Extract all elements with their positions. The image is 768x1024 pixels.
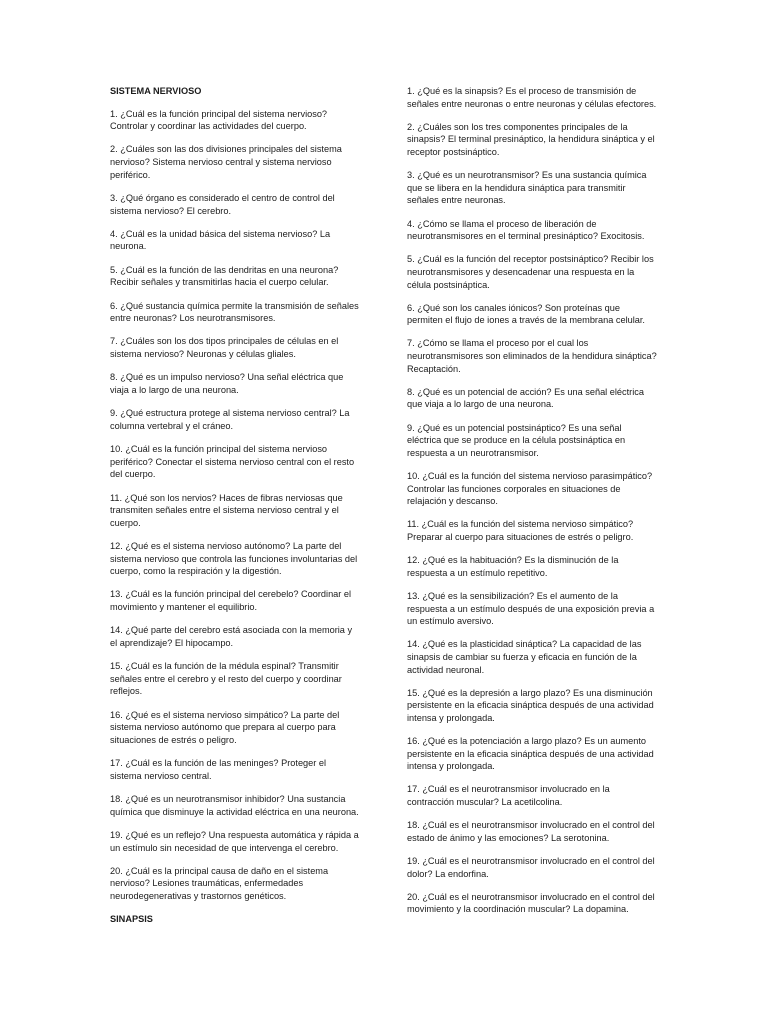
question-item: 14. ¿Qué es la plasticidad sináptica? La capacidad de las sinapsis de cambiar su fuerza y eficacia en función de la actividad neuronal. xyxy=(407,639,642,675)
question-item: 12. ¿Qué es la habituación? Es la disminución de la respuesta a un estímulo repetitivo. xyxy=(407,555,619,578)
question-item: 3. ¿Qué órgano es considerado el centro de control del sistema nervioso? El cerebro. xyxy=(110,192,335,216)
question-item: 5. ¿Cuál es la función del receptor postsináptico? Recibir los neurotransmisores y desencadenar una respuesta en la célula postsináptica. xyxy=(407,254,654,290)
question-item: 13. ¿Cuál es la función principal del cerebelo? Coordinar el movimiento y mantener el equilibrio. xyxy=(110,589,352,613)
question-item: 7. ¿Cuáles son los dos tipos principales de células en el sistema nervioso? Neuronas y células gliales. xyxy=(110,336,339,360)
question-item: 11. ¿Cuál es la función del sistema nervioso simpático? Preparar al cuerpo para situaciones de estrés o peligro. xyxy=(407,519,634,542)
question-item: 17. ¿Cuál es la función de las meninges? Proteger el sistema nervioso central. xyxy=(110,758,327,781)
question-item: 6. ¿Qué sustancia química permite la transmisión de señales entre neuronas? Los neurotransmisores. xyxy=(110,300,359,324)
question-item: 1. ¿Cuál es la función principal del sistema nervioso? Controlar y coordinar las actividades del cuerpo. xyxy=(110,108,328,132)
question-item: 8. ¿Qué es un impulso nervioso? Una señal eléctrica que viaja a lo largo de una neurona. xyxy=(110,372,344,395)
question-item: 8. ¿Qué es un potencial de acción? Es una señal eléctrica que viaja a lo largo de una neurona. xyxy=(407,386,644,410)
question-item: 15. ¿Qué es la depresión a largo plazo? Es una disminución persistente en la eficacia sináptica después de una actividad intensa y prolongada. xyxy=(407,687,654,723)
question-item: 3. ¿Qué es un neurotransmisor? Es una sustancia química que se libera en la hendidura sináptica para transmitir señales entre neuronas. xyxy=(407,170,647,206)
question-item: 16. ¿Qué es el sistema nervioso simpático? La parte del sistema nervioso autónomo que prepara al cuerpo para situaciones de estrés o peligro. xyxy=(110,709,340,745)
question-item: 7. ¿Cómo se llama el proceso por el cual los neurotransmisores son eliminados de la hendidura sináptica? Recaptación. xyxy=(407,338,657,374)
question-item: 9. ¿Qué estructura protege al sistema nervioso central? La columna vertebral y el cráneo. xyxy=(110,408,350,431)
question-item: 1. ¿Qué es la sinapsis? Es el proceso de transmisión de señales entre neuronas o entre neuronas y células efectores. xyxy=(407,86,657,109)
question-item: 6. ¿Qué son los canales iónicos? Son proteínas que permiten el flujo de iones a través de la membrana celular. xyxy=(407,302,645,326)
right-column xyxy=(407,85,657,927)
question-item: 14. ¿Qué parte del cerebro está asociada con la memoria y el aprendizaje? El hipocampo. xyxy=(110,625,353,648)
question-item: 13. ¿Qué es la sensibilización? Es el aumento de la respuesta a un estímulo después de una exposición previa a un estímulo aversivo. xyxy=(407,590,655,627)
left-column xyxy=(110,85,360,926)
question-item: 19. ¿Cuál es el neurotransmisor involucrado en el control del dolor? La endorfina. xyxy=(407,856,655,879)
question-item: 20. ¿Cuál es el neurotransmisor involucrado en el control del movimiento y la coordinación muscular? La dopamina. xyxy=(407,891,655,915)
question-item: 15. ¿Cuál es la función de la médula espinal? Transmitir señales entre el cerebro y el resto del cuerpo y coordinar reflejos. xyxy=(110,661,342,697)
question-item: 12. ¿Qué es el sistema nervioso autónomo? La parte del sistema nervioso que controla las funciones involuntarias del cuerpo, como la respiración y la digestión. xyxy=(110,541,358,577)
question-item: 5. ¿Cuál es la función de las dendritas en una neurona? Recibir señales y transmitirlas hacia el cuerpo celular. xyxy=(110,264,339,288)
question-item: 2. ¿Cuáles son los tres componentes principales de la sinapsis? El terminal presináptico, la hendidura sináptica y el receptor postsináptico. xyxy=(407,121,655,157)
question-item: 9. ¿Qué es un potencial postsináptico? Es una señal eléctrica que se produce en la célula postsináptica en respuesta a un neurotransmisor. xyxy=(407,422,626,458)
question-item: 17. ¿Cuál es el neurotransmisor involucrado en la contracción muscular? La acetilcolina. xyxy=(407,784,610,808)
question-item: 18. ¿Qué es un neurotransmisor inhibidor? Una sustancia química que disminuye la actividad eléctrica en una neurona. xyxy=(110,794,359,817)
question-item: 16. ¿Qué es la potenciación a largo plazo? Es un aumento persistente en la eficacia sináptica después de una actividad intensa y prolongada. xyxy=(407,736,654,772)
question-item: 10. ¿Cuál es la función principal del sistema nervioso periférico? Conectar el sistema nervioso central con el resto del cuerpo. xyxy=(110,444,355,480)
question-item: 20. ¿Cuál es la principal causa de daño en el sistema nervioso? Lesiones traumáticas, enfermedades neurodegenerativas y trastornos genéticos. xyxy=(110,865,329,901)
question-item: 4. ¿Cómo se llama el proceso de liberación de neurotransmisores en el terminal presináptico? Exocitosis. xyxy=(407,218,645,242)
question-item: 2. ¿Cuáles son las dos divisiones principales del sistema nervioso? Sistema nervioso central y sistema nervioso periférico. xyxy=(110,144,342,180)
section-heading-sinapsis: SINAPSIS xyxy=(110,914,153,925)
question-item: 18. ¿Cuál es el neurotransmisor involucrado en el control del estado de ánimo y las emociones? La serotonina. xyxy=(407,820,655,843)
question-item: 19. ¿Qué es un reflejo? Una respuesta automática y rápida a un estímulo sin necesidad de que intervenga el cerebro. xyxy=(110,829,359,853)
question-item: 10. ¿Cuál es la función del sistema nervioso parasimpático? Controlar las funciones corporales en situaciones de relajación y descanso. xyxy=(407,471,653,507)
question-item: 11. ¿Qué son los nervios? Haces de fibras nerviosas que transmiten señales entre el sistema nervioso central y el cuerpo. xyxy=(110,492,343,528)
section-heading-sistema-nervioso: SISTEMA NERVIOSO xyxy=(110,86,202,96)
question-item: 4. ¿Cuál es la unidad básica del sistema nervioso? La neurona. xyxy=(110,228,331,252)
